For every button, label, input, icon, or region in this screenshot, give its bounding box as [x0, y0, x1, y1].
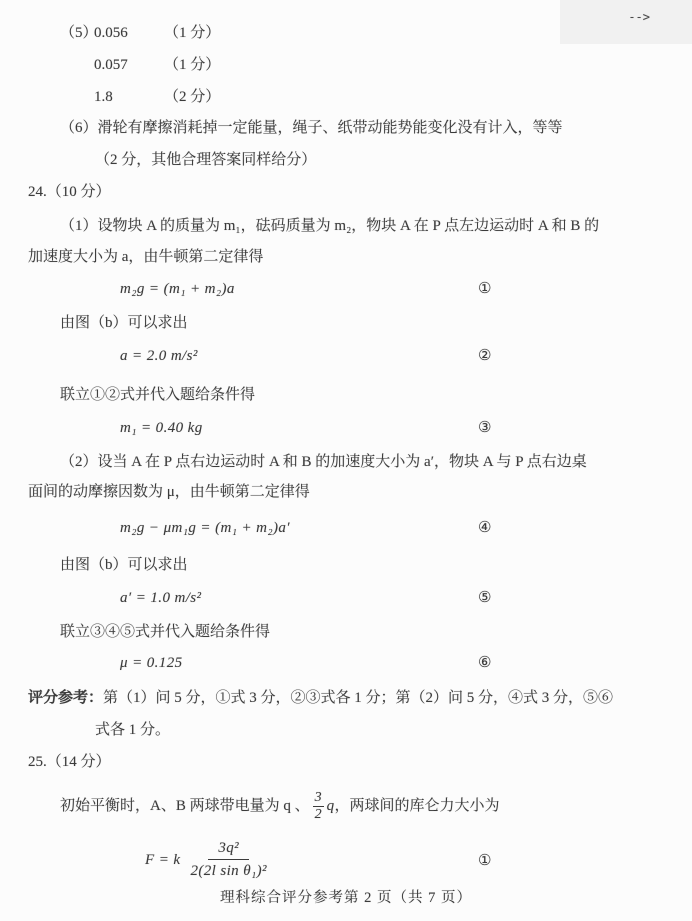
equation-4-expression: m₂g − μm₁g = (m₁ + m₂)a′ — [120, 520, 290, 536]
equation-q25-1-expression — [145, 838, 271, 881]
equation-q25-1-number: ① — [478, 853, 492, 869]
equation-2 — [120, 345, 692, 367]
equation-fraction-denominator: 2(2l sin θ₁)² — [190, 863, 267, 879]
answer-score: （1 分） — [164, 25, 221, 41]
answer-row-5b — [60, 54, 220, 76]
q25-intro-line — [60, 790, 500, 823]
answer-value: 0.057 — [94, 57, 128, 73]
q24-part2-text-line1: （2）设当 A 在 P 点右边运动时 A 和 B 的加速度大小为 a′，物块 A 与 P 点右边桌 — [60, 454, 587, 470]
q25-intro-after: ，两球间的库仑力大小为 — [334, 797, 500, 814]
scoring-text: 第（1）问 5 分，①式 3 分，②③式各 1 分；第（2）问 5 分，④式 3 分，⑤⑥ — [103, 690, 614, 706]
answer-row-6: （6）滑轮有摩擦消耗掉一定能量，绳子、纸带动能势能变化没有计入，等等 — [60, 120, 563, 136]
equation-1-expression: m₂g = (m₁ + m₂)a — [120, 281, 235, 297]
equation-5-expression: a′ = 1.0 m/s² — [120, 590, 202, 606]
equation-4-number: ④ — [478, 520, 492, 536]
equation-5-number: ⑤ — [478, 590, 492, 606]
q24-part1-text-line1: （1）设物块 A 的质量为 m₁，砝码质量为 m₂，物块 A 在 P 点左边运动时 A 和 B 的 — [60, 218, 600, 234]
equation-2-expression: a = 2.0 m/s² — [120, 348, 198, 364]
equation-3-number: ③ — [478, 420, 492, 436]
answer-6-score-note: （2 分，其他合理答案同样给分） — [95, 152, 317, 168]
q24-part2-text-line2: 面间的动摩擦因数为 μ，由牛顿第二定律得 — [28, 484, 310, 500]
equation-lhs: F = k — [145, 851, 181, 868]
q24-scoring-line2: 式各 1 分。 — [95, 722, 171, 738]
q24-from-graph-2: 由图（b）可以求出 — [60, 557, 188, 573]
q25-charge-symbol: q — [326, 797, 335, 814]
fraction-three-halves — [313, 790, 324, 823]
answer-value: 0.056 — [94, 25, 128, 41]
equation-1-number: ① — [478, 281, 492, 297]
answer-label: （5） — [60, 25, 98, 41]
equation-6 — [120, 652, 692, 674]
question-24-heading: 24.（10 分） — [28, 184, 111, 200]
scan-corner-patch — [560, 0, 692, 44]
q24-combine-2: 联立③④⑤式并代入题给条件得 — [60, 624, 271, 640]
question-25-heading: 25.（14 分） — [28, 754, 111, 770]
answer-row-5a — [60, 22, 220, 44]
answer-row-5c — [60, 86, 220, 108]
equation-3 — [120, 417, 692, 439]
equation-q25-1 — [145, 838, 692, 881]
q24-part1-text-line2: 加速度大小为 a，由牛顿第二定律得 — [28, 249, 264, 265]
page-footer: 理科综合评分参考第 2 页（共 7 页） — [220, 890, 472, 906]
equation-4 — [120, 517, 692, 539]
equation-fraction — [186, 838, 270, 881]
equation-3-expression: m₁ = 0.40 kg — [120, 420, 203, 436]
answer-score: （1 分） — [164, 57, 221, 73]
equation-6-expression: μ = 0.125 — [120, 655, 183, 671]
fraction-numerator: 3 — [314, 790, 322, 805]
q24-combine-1: 联立①②式并代入题给条件得 — [60, 387, 256, 403]
q25-intro-before: 初始平衡时，A、B 两球带电量为 q 、 — [60, 797, 310, 814]
equation-1 — [120, 278, 692, 300]
q24-from-graph-1: 由图（b）可以求出 — [60, 315, 188, 331]
answer-score: （2 分） — [164, 89, 221, 105]
corner-marker: --> — [628, 10, 650, 24]
q24-scoring-line1 — [28, 687, 613, 709]
equation-5 — [120, 587, 692, 609]
fraction-denominator: 2 — [314, 807, 322, 822]
equation-6-number: ⑥ — [478, 655, 492, 671]
equation-2-number: ② — [478, 348, 492, 364]
equation-fraction-numerator: 3q² — [208, 838, 249, 860]
scoring-label: 评分参考： — [28, 690, 104, 706]
answer-value: 1.8 — [94, 89, 113, 105]
